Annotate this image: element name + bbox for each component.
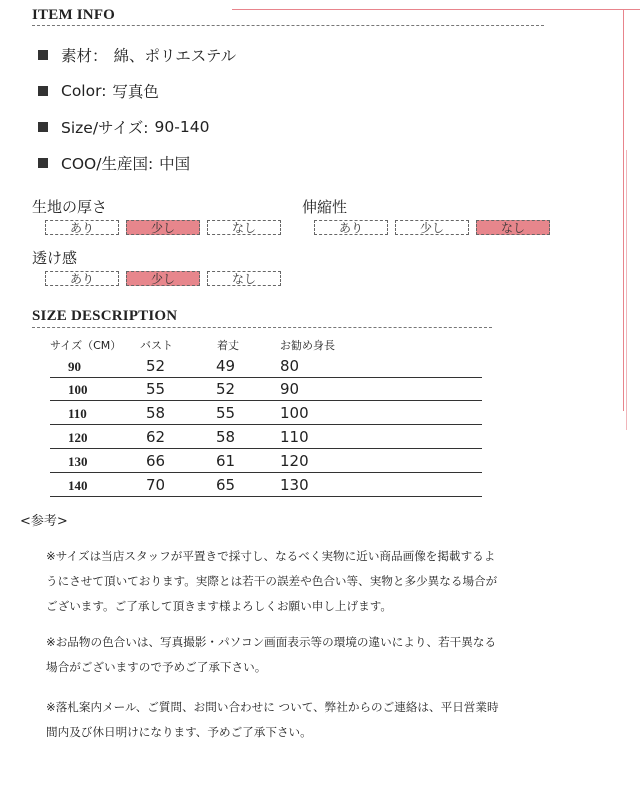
table-row: [50, 474, 482, 497]
spec-size: [38, 116, 209, 138]
cell-bust: 58: [146, 404, 166, 422]
spec-value: 90-140: [154, 118, 210, 136]
note-line: ※お品物の色合いは、写真撮影・パソコン画面表示等の環境の違いにより、若干異なる: [46, 635, 497, 649]
cell-length: 52: [216, 380, 236, 398]
stretch-option-ari: あり: [314, 220, 388, 235]
spec-color: [38, 80, 159, 102]
decor-red-line-right: [623, 9, 624, 411]
cell-length: 58: [216, 428, 236, 446]
cell-size: 140: [68, 478, 88, 493]
header-size: サイズ（CM）: [50, 339, 122, 352]
note-line: ございます。ご了承して頂きます様よろしくお願い申し上げます。: [46, 599, 392, 613]
spec-label: COO/生産国:: [61, 155, 154, 173]
spec-value: 写真色: [112, 83, 159, 101]
sheer-option-nashi: なし: [207, 271, 281, 286]
cell-bust: 62: [146, 428, 166, 446]
cell-length: 65: [216, 476, 236, 494]
header-length: 着丈: [217, 339, 239, 352]
note-line: うにさせて頂いております。実際とは若干の誤差や色合い等、実物と多少異なる場合が: [46, 574, 498, 588]
spec-value: 綿、ポリエステル: [113, 47, 237, 65]
cell-height: 120: [280, 452, 309, 470]
table-row: [50, 355, 482, 378]
decor-red-line-corner: [626, 150, 627, 430]
stretch-label: 伸縮性: [302, 198, 348, 216]
cell-bust: 55: [146, 380, 166, 398]
note-line: ※落札案内メール、ご質問、お問い合わせに ついて、弊社からのご連絡は、平日営業時: [46, 700, 499, 714]
note-line: ※サイズは当店スタッフが平置きで採寸し、なるべく実物に近い商品画像を掲載するよ: [46, 549, 496, 563]
table-row: [50, 378, 482, 401]
thickness-option-nashi: なし: [207, 220, 281, 235]
note-line: 間内及び休日明けになります、予めご了承下さい。: [46, 725, 312, 739]
cell-size: 100: [68, 382, 88, 397]
stretch-option-sukoshi: 少し: [395, 220, 469, 235]
thickness-option-ari: あり: [45, 220, 119, 235]
cell-bust: 70: [146, 476, 166, 494]
cell-bust: 52: [146, 357, 166, 375]
thickness-label: 生地の厚さ: [32, 198, 108, 216]
cell-size: 90: [68, 359, 81, 374]
sheer-label: 透け感: [32, 249, 78, 267]
spec-label: Size/サイズ:: [61, 119, 149, 137]
spec-label: 素材：: [61, 47, 108, 65]
decor-red-line-top: [232, 9, 640, 10]
cell-size: 120: [68, 430, 88, 445]
cell-height: 80: [280, 357, 300, 375]
cell-height: 100: [280, 404, 309, 422]
table-row: [50, 450, 482, 473]
reference-label: <参考>: [20, 514, 68, 529]
note-contact: [46, 695, 546, 745]
cell-length: 61: [216, 452, 236, 470]
cell-length: 49: [216, 357, 236, 375]
header-bust: バスト: [140, 339, 173, 352]
item-info-divider: [32, 25, 544, 26]
table-row: [50, 402, 482, 425]
sheer-option-sukoshi: 少し: [126, 271, 200, 286]
spec-material: [38, 44, 236, 66]
table-row: [50, 426, 482, 449]
cell-length: 55: [216, 404, 236, 422]
spec-label: Color:: [61, 82, 107, 100]
size-description-divider: [32, 327, 492, 328]
square-bullet-icon: [38, 50, 48, 60]
square-bullet-icon: [38, 158, 48, 168]
cell-height: 90: [280, 380, 300, 398]
cell-height: 110: [280, 428, 309, 446]
square-bullet-icon: [38, 122, 48, 132]
stretch-option-nashi: なし: [476, 220, 550, 235]
note-color: [46, 630, 546, 680]
spec-value: 中国: [159, 155, 191, 173]
cell-size: 110: [68, 406, 87, 421]
note-line: 場合がございますので予めご了承下さい。: [46, 660, 267, 674]
thickness-option-sukoshi: 少し: [126, 220, 200, 235]
header-height: お勧め身長: [280, 339, 335, 352]
cell-bust: 66: [146, 452, 166, 470]
cell-height: 130: [280, 476, 309, 494]
item-info-title: ITEM INFO: [32, 7, 116, 23]
size-description-title: SIZE DESCRIPTION: [32, 308, 178, 324]
square-bullet-icon: [38, 86, 48, 96]
note-size: [46, 544, 546, 619]
spec-coo: [38, 152, 190, 174]
cell-size: 130: [68, 454, 88, 469]
sheer-option-ari: あり: [45, 271, 119, 286]
